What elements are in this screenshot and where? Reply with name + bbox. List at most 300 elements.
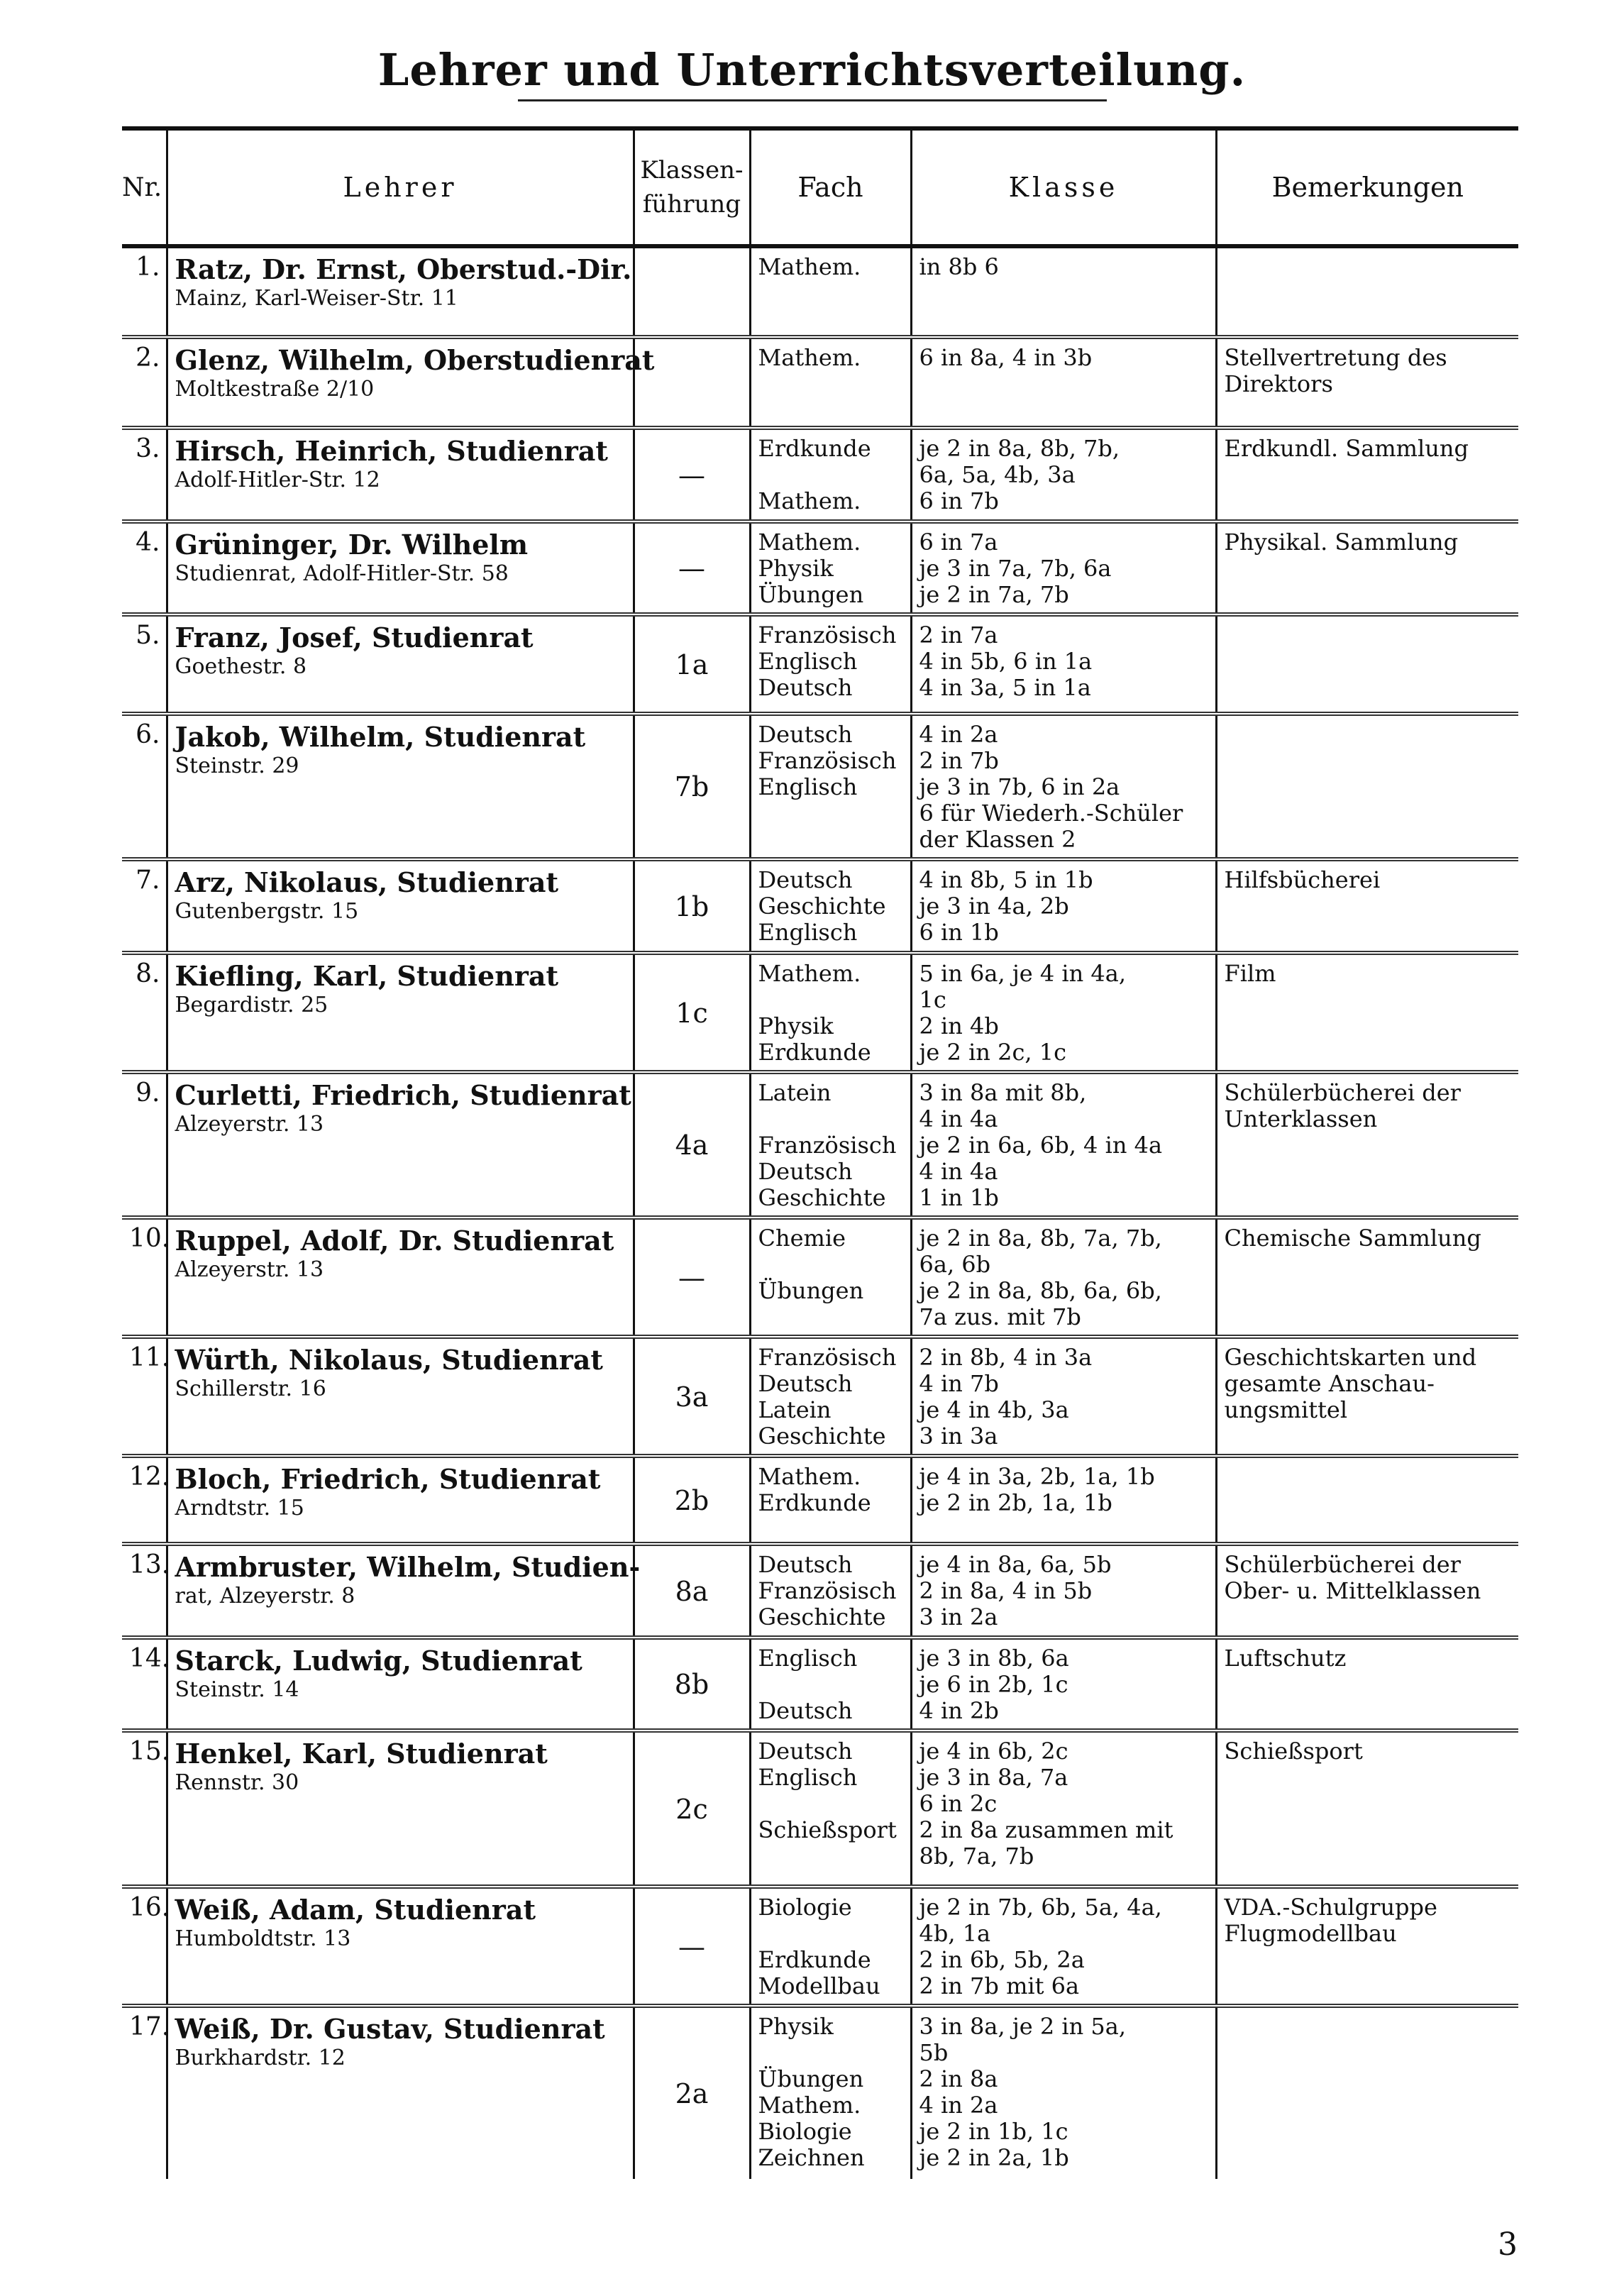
- class-assignment: 4 in 3a, 5 in 1a: [919, 674, 1091, 701]
- cell-klasse: [911, 1337, 1216, 1456]
- row-number: 7.: [136, 866, 160, 895]
- class-assignment: 2 in 8a zusammen mit: [919, 1816, 1173, 1843]
- subject: Geschichte: [758, 1184, 886, 1211]
- cell-fach: [750, 337, 911, 428]
- class-assignment: 1 in 1b: [919, 1184, 999, 1211]
- cell-klassenfuehrung: [634, 714, 750, 859]
- class-assignment: 3 in 8a mit 8b,: [919, 1079, 1087, 1106]
- header-fach: Fach: [750, 128, 911, 246]
- class-assignment: je 4 in 6b, 2c: [919, 1738, 1068, 1765]
- cell-nr: [122, 614, 167, 714]
- subject: Mathem.: [758, 1463, 861, 1490]
- cell-lehrer: [167, 1337, 634, 1456]
- subject: Erdkunde: [758, 1946, 871, 1973]
- teacher-name: Grüninger, Dr. Wilhelm: [175, 529, 529, 561]
- row-number: 3.: [136, 434, 160, 463]
- cell-nr: [122, 2006, 170, 2179]
- subject: Mathem.: [758, 529, 861, 556]
- cell-klasse: [911, 953, 1216, 1072]
- table-row: [122, 859, 1518, 953]
- subject: Deutsch: [758, 1697, 853, 1724]
- cell-klasse: [911, 1072, 1216, 1218]
- subject: Mathem.: [758, 344, 861, 371]
- class-assignment: 5 in 6a, je 4 in 4a,: [919, 960, 1127, 987]
- teacher-name: Bloch, Friedrich, Studienrat: [175, 1463, 601, 1495]
- subject: Chemie: [758, 1225, 846, 1252]
- class-assignment: je 2 in 8a, 8b, 7a, 7b,: [919, 1225, 1162, 1252]
- subject: [758, 1252, 903, 1278]
- cell-lehrer: [167, 1456, 634, 1544]
- class-assignment: 6 in 7b: [919, 487, 999, 514]
- subject: Biologie: [758, 1894, 852, 1921]
- class-assignment: je 4 in 3a, 2b, 1a, 1b: [919, 1463, 1155, 1490]
- cell-bemerkungen: [1216, 1544, 1518, 1638]
- table-row: [122, 1456, 1518, 1544]
- subject: [758, 1791, 903, 1817]
- teacher-address: rat, Alzeyerstr. 8: [175, 1584, 355, 1608]
- cell-lehrer: [167, 1638, 634, 1731]
- cell-lehrer: [167, 428, 634, 521]
- cell-klassenfuehrung: [634, 1218, 750, 1337]
- subject: Englisch: [758, 1764, 858, 1791]
- remark: Stellvertretung des: [1224, 344, 1447, 371]
- class-assignment: 4 in 4a: [919, 1105, 998, 1132]
- table-row: [122, 1072, 1518, 1218]
- teacher-name: Arz, Nikolaus, Studienrat: [175, 866, 559, 898]
- cell-lehrer: [167, 337, 655, 428]
- class-assignment: 3 in 3a: [919, 1423, 998, 1450]
- table-row: [122, 246, 1518, 337]
- cell-nr: [122, 1218, 170, 1337]
- class-lead: 4a: [675, 1130, 709, 1161]
- cell-klasse: [911, 1456, 1216, 1544]
- cell-bemerkungen: [1216, 337, 1518, 428]
- class-assignment: 6a, 6b: [919, 1251, 991, 1278]
- cell-lehrer: [167, 1887, 634, 2006]
- teacher-address: Alzeyerstr. 13: [175, 1112, 324, 1137]
- row-number: 6.: [136, 720, 160, 749]
- subject: [758, 1672, 903, 1698]
- cell-fach: [750, 953, 911, 1072]
- class-assignment: 4 in 2a: [919, 721, 998, 748]
- cell-klasse: [911, 1638, 1216, 1731]
- cell-klasse: [911, 614, 1216, 714]
- cell-nr: [122, 337, 167, 428]
- class-lead: 3a: [675, 1381, 709, 1413]
- table-row: [122, 1731, 1518, 1887]
- remark: Unterklassen: [1224, 1105, 1378, 1132]
- remark: Schießsport: [1224, 1738, 1363, 1765]
- remark: Erdkundl. Sammlung: [1224, 435, 1469, 462]
- teacher-name: Würth, Nikolaus, Studienrat: [175, 1344, 603, 1376]
- subject: [758, 1106, 903, 1132]
- teacher-address: Studienrat, Adolf-Hitler-Str. 58: [175, 561, 509, 586]
- teacher-address: Steinstr. 14: [175, 1677, 299, 1702]
- teacher-address: Begardistr. 25: [175, 993, 328, 1017]
- remark: Schülerbücherei der: [1224, 1551, 1461, 1578]
- cell-fach: [750, 1072, 911, 1218]
- cell-klasse: [911, 1544, 1216, 1638]
- class-lead: 2b: [674, 1484, 709, 1516]
- subject: Französisch: [758, 747, 897, 774]
- subject: Deutsch: [758, 1551, 853, 1578]
- class-assignment: je 2 in 2b, 1a, 1b: [919, 1489, 1112, 1516]
- row-number: 9.: [136, 1078, 160, 1108]
- teacher-address: Steinstr. 29: [175, 754, 299, 778]
- table-header-row: [122, 128, 1518, 246]
- cell-bemerkungen: [1216, 714, 1518, 859]
- cell-klasse: [911, 1218, 1216, 1337]
- cell-fach: [750, 1456, 911, 1544]
- cell-klasse: [911, 714, 1216, 859]
- table-body: [122, 246, 1518, 2179]
- class-assignment: je 4 in 4b, 3a: [919, 1396, 1069, 1423]
- subject: Erdkunde: [758, 435, 871, 462]
- table-row: [122, 337, 1518, 428]
- table-row: [122, 1218, 1518, 1337]
- cell-bemerkungen: [1216, 1731, 1518, 1887]
- table-row: [122, 714, 1518, 859]
- class-lead: 7b: [674, 771, 709, 802]
- class-assignment: 2 in 8b, 4 in 3a: [919, 1344, 1093, 1371]
- cell-fach: [750, 714, 911, 859]
- teacher-name: Armbruster, Wilhelm, Studien-: [175, 1551, 641, 1583]
- cell-lehrer: [167, 1544, 641, 1638]
- cell-nr: [122, 1072, 167, 1218]
- cell-bemerkungen: [1216, 859, 1518, 953]
- subject: Englisch: [758, 648, 858, 675]
- class-lead: 1b: [674, 890, 709, 922]
- subject: Mathem.: [758, 960, 861, 987]
- cell-bemerkungen: [1216, 1887, 1518, 2006]
- class-assignment: je 3 in 8a, 7a: [919, 1764, 1068, 1791]
- class-lead: —: [678, 553, 705, 584]
- cell-fach: [750, 246, 911, 337]
- cell-bemerkungen: [1216, 246, 1518, 337]
- table-row: [122, 614, 1518, 714]
- class-assignment: 3 in 2a: [919, 1604, 998, 1630]
- subject: Erdkunde: [758, 1489, 871, 1516]
- cell-nr: [122, 1638, 170, 1731]
- class-assignment: 4 in 4a: [919, 1158, 998, 1185]
- remark: Ober- u. Mittelklassen: [1224, 1577, 1481, 1604]
- row-number: 11.: [129, 1343, 170, 1372]
- row-number: 5.: [136, 621, 160, 650]
- subject: Übungen: [758, 581, 864, 608]
- teacher-name: Ratz, Dr. Ernst, Oberstud.-Dir.: [175, 253, 632, 285]
- teacher-address: Schillerstr. 16: [175, 1376, 326, 1401]
- class-assignment: in 8b 6: [919, 253, 999, 280]
- class-assignment: 4b, 1a: [919, 1920, 991, 1947]
- teacher-name: Franz, Josef, Studienrat: [175, 622, 534, 653]
- table-row: [122, 1337, 1518, 1456]
- subject: Physik: [758, 2013, 834, 2040]
- subject: Deutsch: [758, 1370, 853, 1397]
- cell-bemerkungen: [1216, 1638, 1518, 1731]
- teacher-name: Jakob, Wilhelm, Studienrat: [175, 721, 586, 753]
- class-assignment: 2 in 8a, 4 in 5b: [919, 1577, 1093, 1604]
- header-klasse: Klasse: [911, 128, 1216, 246]
- class-assignment: je 2 in 8a, 8b, 6a, 6b,: [919, 1277, 1162, 1304]
- cell-bemerkungen: [1216, 1072, 1518, 1218]
- cell-fach: [750, 1887, 911, 2006]
- cell-fach: [750, 1337, 911, 1456]
- teacher-name: Kiefling, Karl, Studienrat: [175, 960, 559, 992]
- teacher-address: Alzeyerstr. 13: [175, 1257, 324, 1282]
- cell-lehrer: [167, 1731, 634, 1887]
- table-row: [122, 953, 1518, 1072]
- class-assignment: je 4 in 8a, 6a, 5b: [919, 1551, 1112, 1578]
- subject: Mathem.: [758, 253, 861, 280]
- class-lead: 2c: [675, 1793, 708, 1825]
- cell-bemerkungen: [1216, 953, 1518, 1072]
- class-assignment: 2 in 4b: [919, 1012, 999, 1039]
- row-number: 4.: [136, 528, 160, 557]
- class-lead: 2a: [675, 2078, 709, 2109]
- class-assignment: je 6 in 2b, 1c: [919, 1671, 1068, 1698]
- class-assignment: je 3 in 7b, 6 in 2a: [919, 773, 1120, 800]
- class-assignment: je 2 in 7a, 7b: [919, 581, 1069, 608]
- row-number: 17.: [129, 2012, 170, 2041]
- subject: Mathem.: [758, 487, 861, 514]
- class-lead: 8a: [675, 1575, 709, 1607]
- class-assignment: 2 in 6b, 5b, 2a: [919, 1946, 1085, 1973]
- cell-klassenfuehrung: [634, 2006, 750, 2179]
- class-assignment: 2 in 8a: [919, 2065, 998, 2092]
- cell-nr: [122, 1456, 170, 1544]
- row-number: 14.: [129, 1644, 170, 1673]
- subject: Französisch: [758, 622, 897, 648]
- row-number: 15.: [129, 1737, 170, 1766]
- class-assignment: 4 in 8b, 5 in 1b: [919, 866, 1093, 893]
- teacher-name: Weiß, Adam, Studienrat: [175, 1894, 536, 1926]
- cell-klassenfuehrung: [634, 1456, 750, 1544]
- teacher-address: Burkhardstr. 12: [175, 2046, 346, 2070]
- cell-klassenfuehrung: [634, 614, 750, 714]
- class-assignment: der Klassen 2: [919, 826, 1076, 853]
- page-title: Lehrer und Unterrichtsverteilung.: [377, 44, 1247, 96]
- table-row: [122, 521, 1518, 614]
- cell-lehrer: [167, 1218, 634, 1337]
- teacher-address: Humboldtstr. 13: [175, 1926, 351, 1951]
- cell-bemerkungen: [1216, 521, 1518, 614]
- remark: Luftschutz: [1224, 1645, 1347, 1672]
- row-number: 1.: [136, 253, 160, 282]
- cell-fach: [750, 614, 911, 714]
- cell-nr: [122, 428, 167, 521]
- cell-klassenfuehrung: [634, 1072, 750, 1218]
- header-klassenfuehrung: Klassen- führung: [634, 128, 750, 246]
- cell-nr: [122, 246, 167, 337]
- cell-bemerkungen: [1216, 1337, 1518, 1456]
- remark: ungsmittel: [1224, 1396, 1348, 1423]
- cell-fach: [750, 428, 911, 521]
- cell-klassenfuehrung: [634, 1337, 750, 1456]
- remark: gesamte Anschau-: [1224, 1370, 1435, 1397]
- subject: Deutsch: [758, 866, 853, 893]
- table-row: [122, 2006, 1518, 2179]
- cell-nr: [122, 953, 167, 1072]
- teacher-name: Starck, Ludwig, Studienrat: [175, 1645, 582, 1677]
- cell-klasse: [911, 246, 1216, 337]
- class-assignment: je 3 in 8b, 6a: [919, 1645, 1069, 1672]
- class-assignment: 4 in 2b: [919, 1697, 999, 1724]
- subject: Schießsport: [758, 1816, 897, 1843]
- subject: Modellbau: [758, 1972, 880, 1999]
- subject: Erdkunde: [758, 1039, 871, 1066]
- class-assignment: 3 in 8a, je 2 in 5a,: [919, 2013, 1127, 2040]
- subject: [758, 462, 903, 488]
- cell-fach: [750, 1638, 911, 1731]
- teacher-table: [122, 126, 1518, 2179]
- subject: Übungen: [758, 2065, 864, 2092]
- table-row: [122, 1544, 1518, 1638]
- cell-nr: [122, 859, 167, 953]
- class-lead: 1c: [675, 997, 708, 1029]
- subject: Latein: [758, 1396, 832, 1423]
- cell-klasse: [911, 428, 1216, 521]
- class-assignment: je 3 in 7a, 7b, 6a: [919, 555, 1112, 582]
- row-number: 12.: [129, 1462, 170, 1491]
- cell-lehrer: [167, 521, 634, 614]
- teacher-name: Henkel, Karl, Studienrat: [175, 1738, 548, 1770]
- cell-lehrer: [167, 953, 634, 1072]
- cell-klasse: [911, 1887, 1216, 2006]
- header-bemerkungen: Bemerkungen: [1216, 128, 1518, 246]
- cell-klasse: [911, 2006, 1216, 2179]
- cell-bemerkungen: [1216, 1218, 1518, 1337]
- subject: Geschichte: [758, 893, 886, 920]
- row-number: 10.: [129, 1224, 170, 1253]
- cell-klassenfuehrung: [634, 859, 750, 953]
- cell-nr: [122, 1544, 170, 1638]
- class-assignment: 2 in 7b: [919, 747, 999, 774]
- cell-lehrer: [167, 614, 634, 714]
- cell-klassenfuehrung: [634, 1731, 750, 1887]
- class-assignment: 2 in 7a: [919, 622, 998, 648]
- class-lead: —: [678, 1931, 705, 1963]
- cell-fach: [750, 1544, 911, 1638]
- cell-fach: [750, 1218, 911, 1337]
- teacher-address: Mainz, Karl-Weiser-Str. 11: [175, 286, 458, 311]
- remark: Chemische Sammlung: [1224, 1225, 1481, 1252]
- title-rule: [518, 99, 1107, 101]
- subject: Deutsch: [758, 1738, 853, 1765]
- class-lead: —: [678, 459, 705, 491]
- cell-nr: [122, 1731, 170, 1887]
- cell-bemerkungen: [1216, 2006, 1518, 2179]
- cell-lehrer: [167, 246, 634, 337]
- header-lehrer: Lehrer: [167, 128, 634, 246]
- class-assignment: je 2 in 7b, 6b, 5a, 4a,: [919, 1894, 1162, 1921]
- teacher-address: Goethestr. 8: [175, 654, 307, 679]
- remark: Schülerbücherei der: [1224, 1079, 1461, 1106]
- class-assignment: 6 in 1b: [919, 919, 999, 946]
- subject: Französisch: [758, 1577, 897, 1604]
- cell-fach: [750, 521, 911, 614]
- class-assignment: 8b, 7a, 7b: [919, 1843, 1034, 1870]
- class-assignment: je 2 in 6a, 6b, 4 in 4a: [919, 1132, 1163, 1159]
- cell-lehrer: [167, 2006, 634, 2179]
- class-assignment: je 2 in 2a, 1b: [919, 2144, 1069, 2171]
- remark: Geschichtskarten und: [1224, 1344, 1477, 1371]
- table-row: [122, 428, 1518, 521]
- cell-klassenfuehrung: [634, 1638, 750, 1731]
- remark: Physikal. Sammlung: [1224, 529, 1459, 556]
- class-assignment: 6 in 2c: [919, 1790, 998, 1817]
- class-assignment: je 3 in 4a, 2b: [919, 893, 1069, 920]
- teacher-name: Hirsch, Heinrich, Studienrat: [175, 435, 608, 467]
- cell-klassenfuehrung: [634, 428, 750, 521]
- class-lead: —: [678, 1262, 705, 1293]
- teacher-address: Adolf-Hitler-Str. 12: [175, 468, 380, 492]
- teacher-name: Glenz, Wilhelm, Oberstudienrat: [175, 344, 655, 376]
- cell-nr: [122, 1337, 170, 1456]
- cell-nr: [122, 521, 167, 614]
- class-assignment: 6 in 8a, 4 in 3b: [919, 344, 1093, 371]
- teacher-address: Rennstr. 30: [175, 1770, 299, 1795]
- teacher-address: Gutenbergstr. 15: [175, 899, 359, 924]
- remark: Direktors: [1224, 370, 1333, 397]
- class-assignment: je 2 in 8a, 8b, 7b,: [919, 435, 1120, 462]
- remark: VDA.-Schulgruppe: [1224, 1894, 1437, 1921]
- remark: Flugmodellbau: [1224, 1920, 1397, 1947]
- row-number: 13.: [129, 1550, 170, 1579]
- class-assignment: 7a zus. mit 7b: [919, 1303, 1081, 1330]
- cell-lehrer: [167, 714, 634, 859]
- cell-klasse: [911, 859, 1216, 953]
- header-nr: Nr.: [122, 128, 167, 246]
- cell-lehrer: [167, 1072, 634, 1218]
- subject: Mathem.: [758, 2092, 861, 2119]
- cell-klassenfuehrung: [634, 246, 750, 337]
- subject: Französisch: [758, 1132, 897, 1159]
- subject: Physik: [758, 1012, 834, 1039]
- subject: Latein: [758, 1079, 832, 1106]
- subject: [758, 1921, 903, 1947]
- subject: Deutsch: [758, 1158, 853, 1185]
- remark: Film: [1224, 960, 1276, 987]
- class-assignment: 4 in 5b, 6 in 1a: [919, 648, 1093, 675]
- cell-klasse: [911, 337, 1216, 428]
- subject: [758, 987, 903, 1013]
- class-assignment: je 2 in 1b, 1c: [919, 2118, 1068, 2145]
- teacher-address: Arndtstr. 15: [175, 1496, 304, 1520]
- row-number: 2.: [136, 343, 160, 372]
- subject: Physik: [758, 555, 834, 582]
- subject: Zeichnen: [758, 2144, 865, 2171]
- cell-nr: [122, 714, 167, 859]
- cell-nr: [122, 1887, 170, 2006]
- subject: Geschichte: [758, 1604, 886, 1630]
- cell-bemerkungen: [1216, 614, 1518, 714]
- class-assignment: 4 in 7b: [919, 1370, 999, 1397]
- class-lead: 1a: [675, 648, 709, 680]
- subject: Englisch: [758, 919, 858, 946]
- class-assignment: 6 für Wiederh.-Schüler: [919, 800, 1183, 827]
- cell-lehrer: [167, 859, 634, 953]
- subject: Englisch: [758, 773, 858, 800]
- subject: Deutsch: [758, 721, 853, 748]
- subject: Übungen: [758, 1277, 864, 1304]
- table-row: [122, 1887, 1518, 2006]
- subject: Biologie: [758, 2118, 852, 2145]
- cell-klassenfuehrung: [634, 521, 750, 614]
- row-number: 8.: [136, 959, 160, 988]
- class-assignment: je 2 in 2c, 1c: [919, 1039, 1066, 1066]
- cell-fach: [750, 1731, 911, 1887]
- remark: Hilfsbücherei: [1224, 866, 1381, 893]
